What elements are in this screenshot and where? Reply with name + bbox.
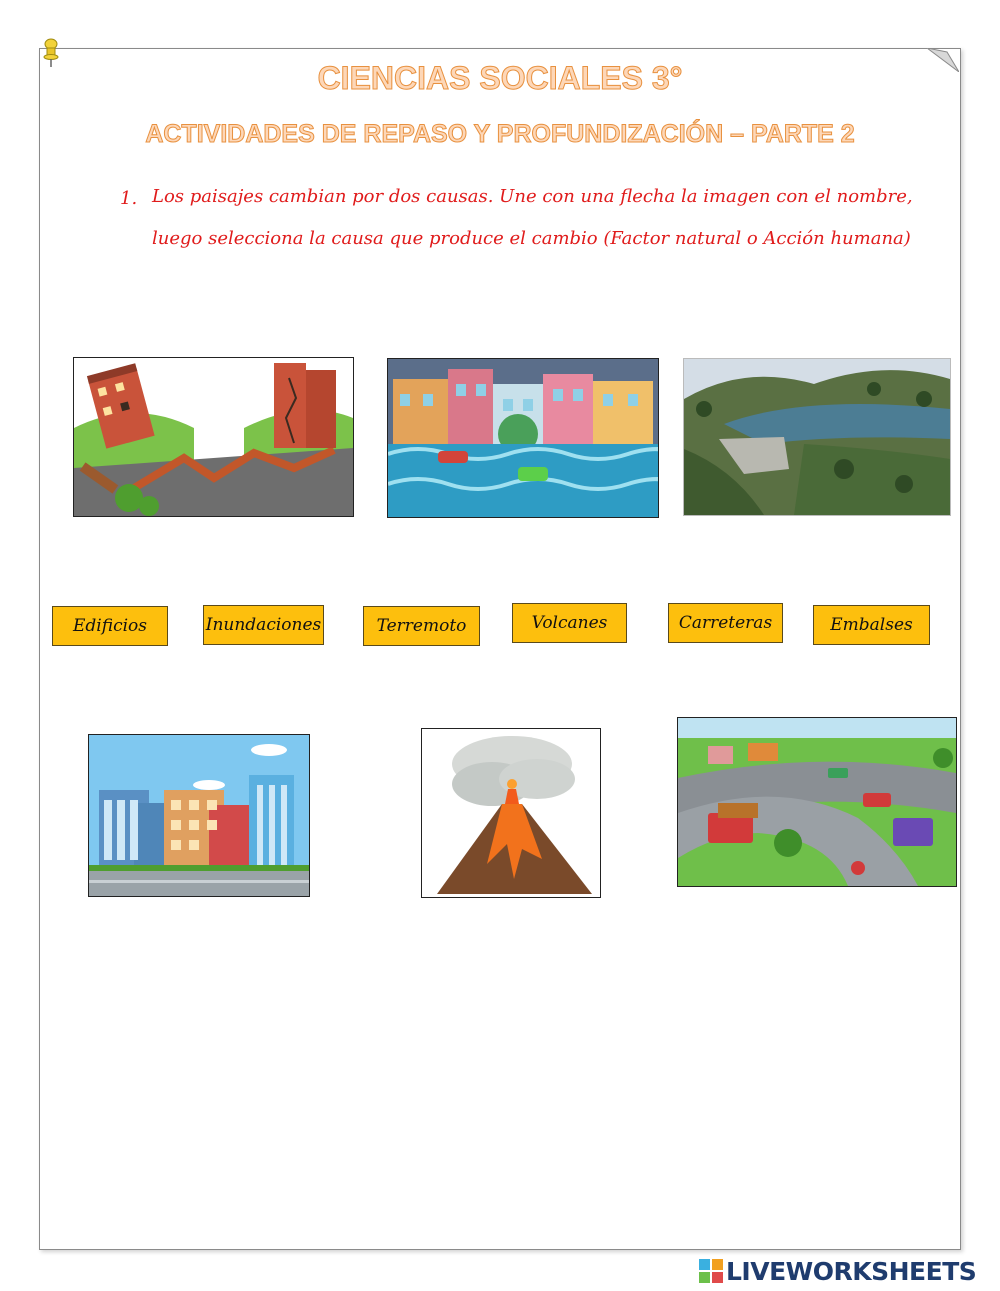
earthquake-image: [73, 357, 354, 517]
label-volcanes[interactable]: Volcanes: [512, 603, 627, 643]
label-inundaciones[interactable]: Inundaciones: [203, 605, 324, 645]
label-edificios[interactable]: Edificios: [52, 606, 168, 646]
instruction-line-1: Los paisajes cambian por dos causas. Une con una flecha la imagen con el nombre,: [152, 186, 913, 207]
page-subtitle: ACTIVIDADES DE REPASO Y PROFUNDIZACIÓN – PARTE 2: [145, 120, 855, 148]
label-embalses[interactable]: Embalses: [813, 605, 930, 645]
flood-image: [387, 358, 659, 518]
brand-name: LIVEWORKSHEETS: [726, 1256, 977, 1286]
liveworksheets-logo: [698, 1256, 976, 1286]
instruction-line-2: luego selecciona la causa que produce el cambio (Factor natural o Acción humana): [152, 228, 911, 249]
highway-image: [677, 717, 957, 887]
dam-image: [683, 358, 951, 516]
instruction-number: 1.: [120, 188, 138, 209]
page-title: CIENCIAS SOCIALES 3°: [317, 60, 683, 96]
label-terremoto[interactable]: Terremoto: [363, 606, 480, 646]
volcano-image: [421, 728, 601, 898]
liveworksheets-cube-icon: [698, 1258, 724, 1284]
buildings-image: [88, 734, 310, 897]
label-carreteras[interactable]: Carreteras: [668, 603, 783, 643]
